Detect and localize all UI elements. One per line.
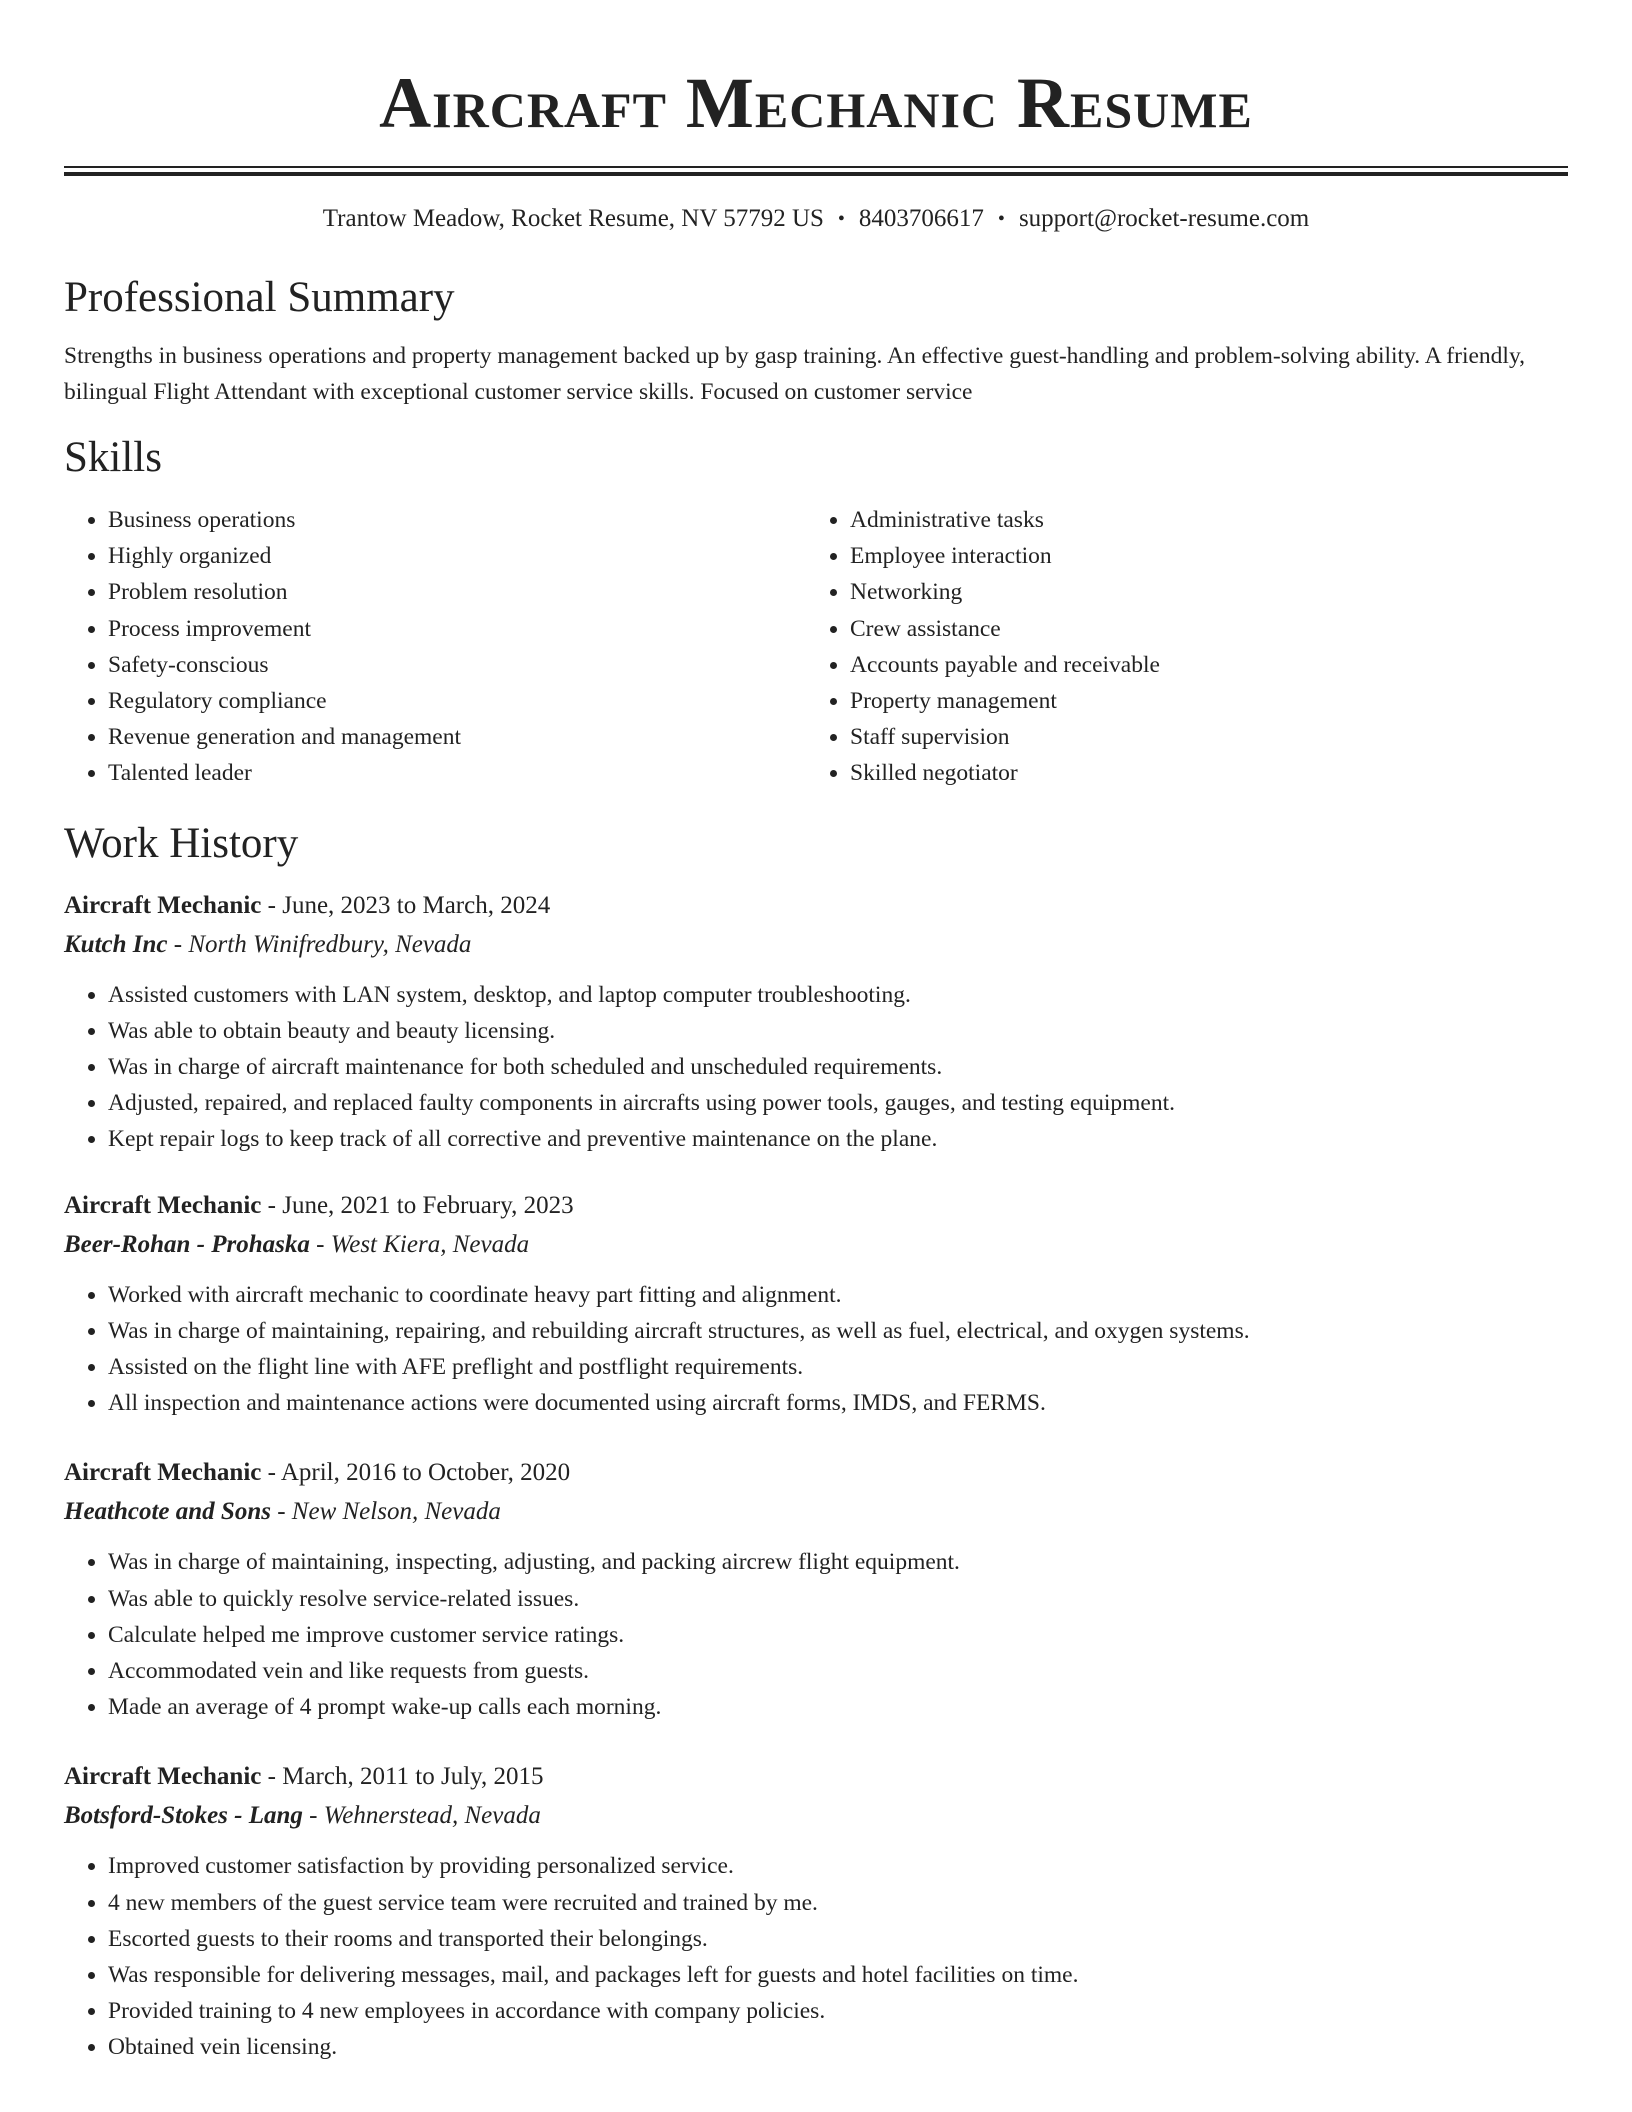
job-bullets — [64, 1277, 1568, 1422]
job-title: Aircraft Mechanic — [64, 1191, 262, 1219]
resume-title: Aircraft Mechanic Resume — [379, 63, 1253, 143]
job-location: - New Nelson, Nevada — [270, 1498, 501, 1526]
job-bullet: • Assisted on the flight line with AFE preflight and postflight requirements. — [108, 1349, 1568, 1385]
job-dates: - June, 2023 to March, 2024 — [261, 891, 551, 919]
summary-text: Strengths in business operations and property management backed up by gasp training. An effective guest-handling and problem-solving ability. A friendly, bilingual Flight Attendant with exceptional customer service skills. Focused on customer service — [64, 343, 1526, 405]
work-history-heading: Work History — [64, 819, 299, 867]
job-bullet: • Kept repair logs to keep track of all corrective and preventive maintenance on the plane. — [108, 1121, 1568, 1157]
skills-list-left — [64, 502, 806, 792]
skills-columns — [64, 502, 1568, 792]
skill-item: • Accounts payable and receivable — [850, 647, 1548, 683]
job-title-line — [64, 1457, 1568, 1489]
job-bullet: • Was responsible for delivering messages, mail, and packages left for guests and hotel facilities on time. — [108, 1957, 1568, 1993]
skill-item: • Employee interaction — [850, 538, 1548, 574]
summary-heading: Professional Summary — [64, 274, 455, 321]
job-title: Aircraft Mechanic — [64, 1763, 262, 1791]
job-bullet: • Was able to obtain beauty and beauty licensing. — [108, 1013, 1568, 1049]
job-entry — [64, 1457, 1568, 1725]
job-entry — [64, 1761, 1568, 2065]
skill-item: • Process improvement — [108, 611, 806, 647]
skill-item: • Administrative tasks — [850, 502, 1548, 538]
job-company-line — [64, 1229, 1568, 1261]
job-location: - West Kiera, Nevada — [309, 1230, 530, 1258]
skill-item: • Staff supervision — [850, 719, 1548, 755]
job-bullet: • All inspection and maintenance actions were documented using aircraft forms, IMDS, and FERMS. — [108, 1385, 1568, 1421]
job-title: Aircraft Mechanic — [64, 1459, 262, 1487]
job-title-line — [64, 890, 1568, 922]
job-bullet: • Adjusted, repaired, and replaced faulty components in aircrafts using power tools, gauges, and testing equipment. — [108, 1085, 1568, 1121]
job-bullet: • Assisted customers with LAN system, desktop, and laptop computer troubleshooting. — [108, 977, 1568, 1013]
job-bullet: • Was in charge of aircraft maintenance for both scheduled and unscheduled requirements. — [108, 1049, 1568, 1085]
skill-item: • Talented leader — [108, 755, 806, 791]
job-bullet: • 4 new members of the guest service team were recruited and trained by me. — [108, 1885, 1568, 1921]
contact-address: Trantow Meadow, Rocket Resume, NV 57792 US — [322, 205, 824, 232]
job-company-line — [64, 1800, 1568, 1832]
skill-item: • Regulatory compliance — [108, 683, 806, 719]
job-bullets — [64, 977, 1568, 1158]
job-company: Heathcote and Sons — [64, 1498, 271, 1526]
contact-line — [64, 204, 1568, 234]
title-divider — [64, 166, 1568, 176]
job-bullet: • Worked with aircraft mechanic to coordinate heavy part fitting and alignment. — [108, 1277, 1568, 1313]
job-bullets — [64, 1848, 1568, 2065]
skill-item: • Networking — [850, 574, 1548, 610]
job-dates: - April, 2016 to October, 2020 — [261, 1459, 571, 1487]
skill-item: • Skilled negotiator — [850, 755, 1548, 791]
job-bullet: • Provided training to 4 new employees in accordance with company policies. — [108, 1993, 1568, 2029]
job-bullet: • Was able to quickly resolve service-related issues. — [108, 1581, 1568, 1617]
skill-item: • Highly organized — [108, 538, 806, 574]
job-entry — [64, 890, 1568, 1158]
job-company: Beer-Rohan - Prohaska — [64, 1230, 310, 1258]
job-company: Botsford-Stokes - Lang — [64, 1802, 303, 1830]
job-bullet: • Was in charge of maintaining, repairing, and rebuilding aircraft structures, as well as fuel, electrical, and oxygen systems. — [108, 1313, 1568, 1349]
job-bullet: • Improved customer satisfaction by providing personalized service. — [108, 1848, 1568, 1884]
job-dates: - March, 2011 to July, 2015 — [261, 1763, 544, 1791]
skill-item: • Business operations — [108, 502, 806, 538]
job-location: - North Winifredbury, Nevada — [167, 930, 472, 958]
job-title: Aircraft Mechanic — [64, 891, 262, 919]
skill-item: • Problem resolution — [108, 574, 806, 610]
job-bullet: • Escorted guests to their rooms and transported their belongings. — [108, 1921, 1568, 1957]
job-bullets — [64, 1544, 1568, 1725]
skill-item: • Safety-conscious — [108, 647, 806, 683]
job-bullet: • Accommodated vein and like requests from guests. — [108, 1653, 1568, 1689]
contact-email: support@rocket-resume.com — [1018, 205, 1310, 232]
skill-item: • Property management — [850, 683, 1548, 719]
job-dates: - June, 2021 to February, 2023 — [261, 1191, 574, 1219]
job-bullet: • Obtained vein licensing. — [108, 2029, 1568, 2065]
job-bullet: • Made an average of 4 prompt wake-up calls each morning. — [108, 1689, 1568, 1725]
job-company: Kutch Inc — [64, 930, 168, 958]
skills-heading: Skills — [64, 434, 162, 481]
contact-phone: 8403706617 — [858, 205, 984, 232]
skill-item: • Revenue generation and management — [108, 719, 806, 755]
contact-separator: • — [837, 208, 845, 230]
contact-separator: • — [997, 208, 1005, 230]
job-title-line — [64, 1190, 1568, 1222]
job-location: - Wehnerstead, Nevada — [302, 1802, 541, 1830]
skill-item: • Crew assistance — [850, 611, 1548, 647]
job-entry — [64, 1190, 1568, 1422]
job-bullet: • Was in charge of maintaining, inspecting, adjusting, and packing aircrew flight equipment. — [108, 1544, 1568, 1580]
job-title-line — [64, 1761, 1568, 1793]
job-bullet: • Calculate helped me improve customer service ratings. — [108, 1617, 1568, 1653]
job-company-line — [64, 929, 1568, 961]
job-company-line — [64, 1496, 1568, 1528]
skills-list-right — [806, 502, 1548, 792]
